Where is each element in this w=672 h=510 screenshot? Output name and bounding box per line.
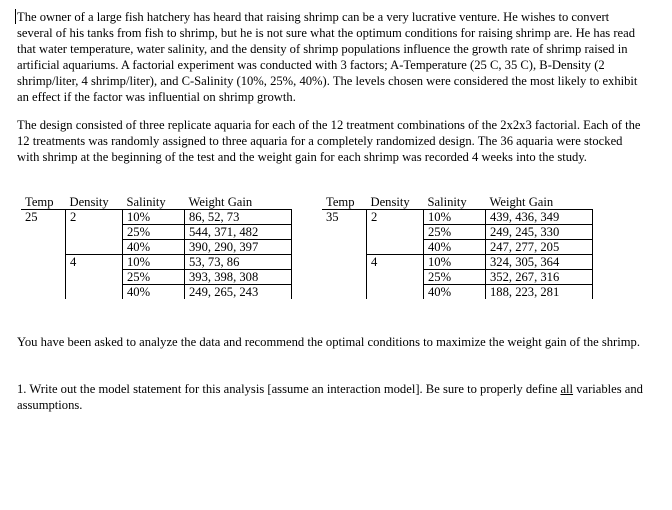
header-temp: Temp <box>21 195 66 210</box>
salinity-cell: 10% <box>123 210 185 225</box>
question-emphasis: all <box>560 382 574 396</box>
question-text-end: variables and assumptions. <box>17 382 643 412</box>
density-value: 2 <box>66 210 123 255</box>
table-header-row <box>21 195 292 210</box>
salinity-cell: 25% <box>123 270 185 285</box>
header-salinity: Salinity <box>424 195 486 210</box>
question-paragraph <box>17 381 647 413</box>
weight-cell: 247, 277, 205 <box>486 240 593 255</box>
data-table-temp-25 <box>21 195 292 299</box>
salinity-cell: 40% <box>123 240 185 255</box>
weight-cell: 390, 290, 397 <box>185 240 292 255</box>
header-density: Density <box>367 195 424 210</box>
salinity-cell: 40% <box>424 240 486 255</box>
weight-cell: 393, 398, 308 <box>185 270 292 285</box>
header-salinity: Salinity <box>123 195 185 210</box>
weight-cell: 53, 73, 86 <box>185 255 292 270</box>
salinity-cell: 25% <box>424 270 486 285</box>
density-value: 2 <box>367 210 424 255</box>
salinity-cell: 40% <box>123 285 185 300</box>
density-value: 4 <box>66 255 123 300</box>
temp-value: 35 <box>322 210 367 300</box>
header-weight-gain: Weight Gain <box>185 195 292 210</box>
weight-cell: 249, 245, 330 <box>486 225 593 240</box>
salinity-cell: 25% <box>123 225 185 240</box>
text-cursor <box>15 9 16 24</box>
weight-cell: 249, 265, 243 <box>185 285 292 300</box>
density-value: 4 <box>367 255 424 300</box>
weight-cell: 439, 436, 349 <box>486 210 593 225</box>
header-temp: Temp <box>322 195 367 210</box>
weight-cell: 352, 267, 316 <box>486 270 593 285</box>
salinity-cell: 10% <box>123 255 185 270</box>
table-header-row <box>322 195 593 210</box>
weight-cell: 188, 223, 281 <box>486 285 593 300</box>
salinity-cell: 25% <box>424 225 486 240</box>
weight-cell: 544, 371, 482 <box>185 225 292 240</box>
data-table-temp-35 <box>322 195 593 299</box>
weight-cell: 86, 52, 73 <box>185 210 292 225</box>
design-paragraph: The design consisted of three replicate aquaria for each of the 12 treatment combinations of the 2x2x3 factorial. Each of the 12 treatments was randomly assigned to three aquaria for a completely randomized design. The 36 aquaria were stocked with shrimp at the beginning of the test and the weight gain for each shrimp was recorded 4 weeks into the study. <box>17 118 641 164</box>
header-weight-gain: Weight Gain <box>486 195 593 210</box>
salinity-cell: 10% <box>424 210 486 225</box>
task-paragraph: You have been asked to analyze the data and recommend the optimal conditions to maximize the weight gain of the shrimp. <box>17 335 640 349</box>
weight-cell: 324, 305, 364 <box>486 255 593 270</box>
intro-paragraph: The owner of a large fish hatchery has heard that raising shrimp can be a very lucrative venture. He wishes to convert several of his tanks from fish to shrimp, but he is not sure what the optimum conditions for raising shrimp are. He has read that water temperature, water salinity, and the density of shrimp populations influence the growth rate of shrimp raised in artificial aquariums. A factorial experiment was conducted with 3 factors; A-Temperature (25 C, 35 C), B-Density (2 shrimp/liter, 4 shrimp/liter), and C-Salinity (10%, 25%, 40%). The levels chosen were considered the most likely to exhibit an effect if the factor was influential on shrimp growth. <box>17 10 638 104</box>
header-density: Density <box>66 195 123 210</box>
question-text: 1. Write out the model statement for this analysis [assume an interaction model]. Be sure to properly define <box>17 382 561 396</box>
table-row <box>322 210 593 225</box>
salinity-cell: 40% <box>424 285 486 300</box>
temp-value: 25 <box>21 210 66 300</box>
salinity-cell: 10% <box>424 255 486 270</box>
table-row <box>21 210 292 225</box>
